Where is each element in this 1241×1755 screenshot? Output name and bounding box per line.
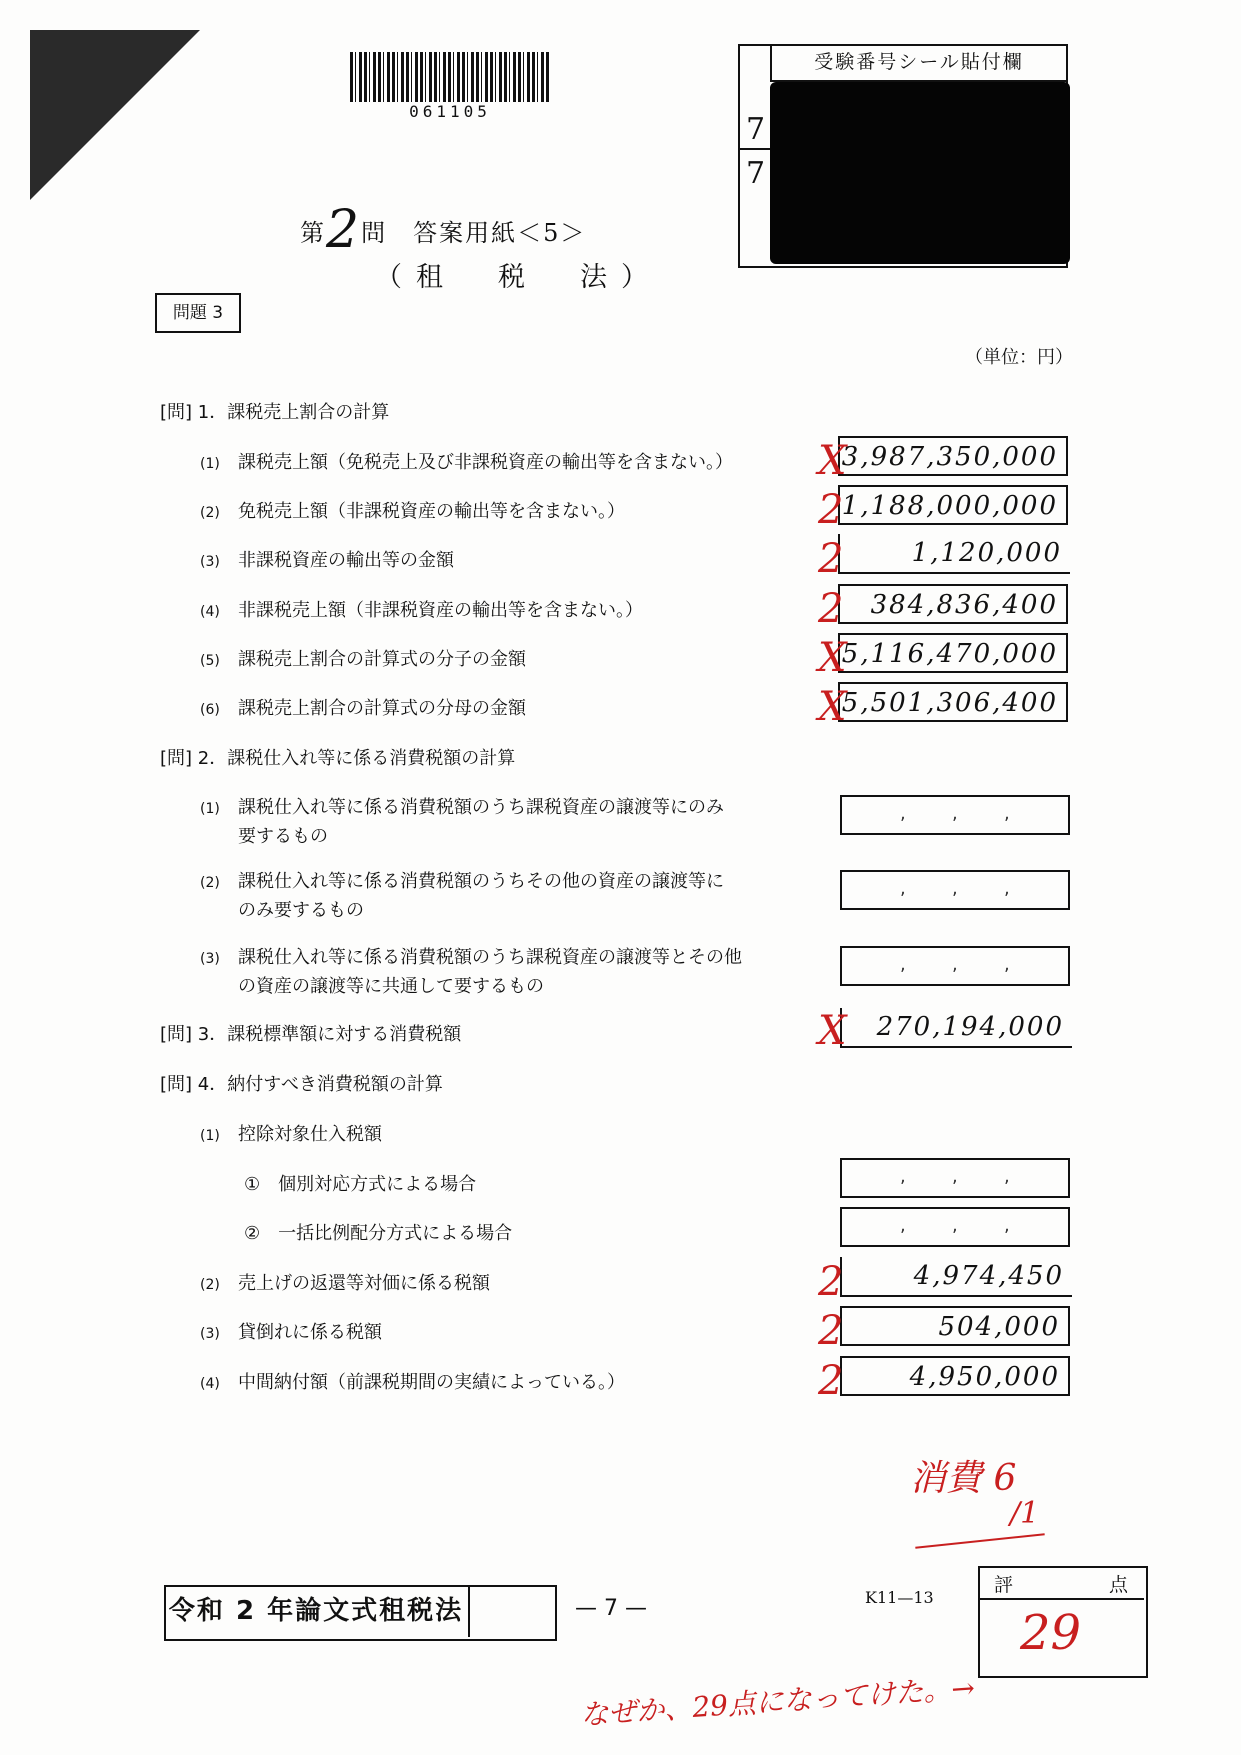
redacted-area [770, 82, 1070, 264]
q2-item: (1) 課税仕入れ等に係る消費税額のうち課税資産の譲渡等にのみ 要するもの [200, 797, 724, 847]
grading-mark: 2 [818, 536, 844, 582]
answer-field[interactable]: 270,194,000 [840, 1008, 1072, 1048]
barcode [350, 52, 550, 102]
grading-mark: 2 [818, 1259, 844, 1305]
answer-field[interactable]: , , , [840, 870, 1070, 910]
exam-code: K11—13 [865, 1588, 934, 1607]
grading-mark: 2 [818, 1308, 844, 1354]
q4-item: (4) 中間納付額（前課税期間の実績によっている。） [200, 1372, 625, 1393]
barcode-number: 061105 [409, 102, 491, 121]
q4-item: (3) 貸倒れに係る税額 [200, 1322, 382, 1343]
q4-item: (2) 売上げの返還等対価に係る税額 [200, 1273, 490, 1294]
seal-digit: 7 [746, 156, 766, 191]
answer-field[interactable]: 3,987,350,000 [838, 436, 1068, 476]
unit-label: （単位：円） [965, 347, 1073, 368]
answer-field[interactable]: 384,836,400 [838, 584, 1068, 624]
grading-mark: X [818, 1008, 847, 1054]
answer-field[interactable]: 4,974,450 [840, 1257, 1072, 1297]
q1-item: (3) 非課税資産の輸出等の金額 [200, 550, 454, 571]
grading-mark: 2 [818, 586, 844, 632]
grading-mark: X [818, 635, 847, 681]
q1-item: (6) 課税売上割合の計算式の分母の金額 [200, 698, 526, 719]
score-header: 評 点 [978, 1566, 1144, 1600]
q2-item: (3) 課税仕入れ等に係る消費税額のうち課税資産の譲渡等とその他 の資産の譲渡等に共通して要するもの [200, 947, 742, 997]
q1-item: (4) 非課税売上額（非課税資産の輸出等を含まない。） [200, 600, 643, 621]
score-value: 29 [1020, 1605, 1082, 1661]
handwritten-note: なぜか、29点になってけた。→ [579, 1671, 976, 1732]
page-title: 第2問 答案用紙＜5＞ [300, 200, 587, 260]
answer-field[interactable]: , , , [840, 1207, 1070, 1247]
q1-item: (5) 課税売上割合の計算式の分子の金額 [200, 649, 526, 670]
q4-circle-item: ① 個別対応方式による場合 [244, 1174, 477, 1195]
seal-label: 受験番号シール貼付欄 [770, 44, 1066, 82]
grading-mark: 2 [818, 487, 844, 533]
grading-mark: 2 [818, 1358, 844, 1404]
answer-field[interactable]: 1,188,000,000 [838, 485, 1068, 525]
seal-divider [738, 148, 770, 150]
grading-mark: X [818, 438, 847, 484]
answer-field[interactable]: , , , [840, 1158, 1070, 1198]
question-4-heading: [問] 4．納付すべき消費税額の計算 [160, 1074, 443, 1095]
answer-field[interactable]: 504,000 [840, 1306, 1070, 1346]
q1-item: (2) 免税売上額（非課税資産の輸出等を含まない。） [200, 501, 625, 522]
q1-item: (1) 課税売上額（免税売上及び非課税資産の輸出等を含まない。） [200, 452, 733, 473]
subtotal-note-bottom: /1 [1010, 1496, 1040, 1531]
problem-label: 問題 3 [155, 293, 241, 333]
question-1-heading: [問] 1．課税売上割合の計算 [160, 402, 390, 423]
answer-field[interactable]: , , , [840, 795, 1070, 835]
subtotal-note: 消費 6 [910, 1458, 1017, 1499]
page-subtitle: （租 税 法） [375, 262, 662, 293]
page-number: — 7 — [575, 1596, 647, 1621]
answer-field[interactable]: 5,116,470,000 [838, 633, 1068, 673]
question-2-heading: [問] 2．課税仕入れ等に係る消費税額の計算 [160, 748, 516, 769]
grading-mark: X [818, 684, 847, 730]
corner-registration-mark [30, 30, 200, 200]
answer-field[interactable]: , , , [840, 946, 1070, 986]
seal-digit: 7 [746, 112, 766, 147]
q4-circle-item: ② 一括比例配分方式による場合 [244, 1223, 513, 1244]
q2-item: (2) 課税仕入れ等に係る消費税額のうちその他の資産の譲渡等に のみ要するもの [200, 871, 724, 921]
answer-field[interactable]: 1,120,000 [838, 534, 1070, 574]
subtotal-underline [915, 1533, 1044, 1549]
q4-subheading: (1) 控除対象仕入税額 [200, 1124, 382, 1145]
question-3-heading: [問] 3．課税標準額に対する消費税額 [160, 1024, 462, 1045]
answer-field[interactable]: 4,950,000 [840, 1356, 1070, 1396]
answer-field[interactable]: 5,501,306,400 [838, 682, 1068, 722]
exam-label: 令和 2 年論文式租税法 [164, 1585, 470, 1637]
